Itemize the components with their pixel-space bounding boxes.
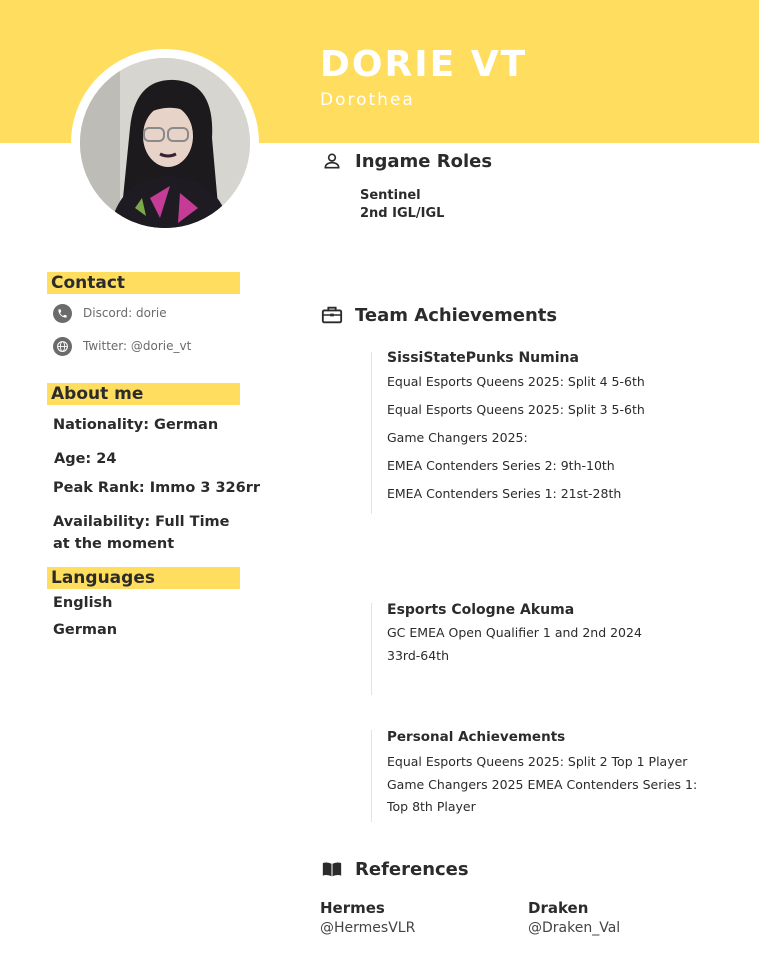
roles-heading [320, 149, 492, 173]
contact-discord [53, 303, 167, 323]
about-availability: Availability: Full Time [53, 514, 230, 530]
timeline-divider [371, 603, 372, 695]
achievements-title: Team Achievements [355, 304, 558, 326]
achievement-item: 33rd-64th [387, 648, 449, 663]
reference-name: Draken [528, 899, 589, 917]
avatar-illustration [80, 58, 250, 228]
about-availability-cont: at the moment [53, 536, 175, 552]
references-heading [320, 857, 469, 881]
about-title: About me [51, 384, 144, 404]
avatar [80, 58, 250, 228]
role-item: Sentinel [360, 188, 421, 203]
contact-heading [47, 272, 240, 294]
languages-heading [47, 567, 240, 589]
personal-achievements-title: Personal Achievements [387, 729, 566, 745]
role-item: 2nd IGL/IGL [360, 206, 445, 221]
reference-handle[interactable]: @HermesVLR [320, 920, 416, 936]
profile-subname: Dorothea [320, 90, 415, 110]
achievement-item: Equal Esports Queens 2025: Split 3 5-6th [387, 402, 645, 417]
about-age: Age: 24 [54, 451, 117, 467]
achievement-item: Game Changers 2025: [387, 430, 528, 445]
reference-name: Hermes [320, 899, 385, 917]
achievement-item: Equal Esports Queens 2025: Split 2 Top 1 Player [387, 754, 688, 769]
roles-title: Ingame Roles [355, 150, 493, 172]
phone-icon [53, 304, 72, 323]
about-heading [47, 383, 240, 405]
achievement-item: EMEA Contenders Series 2: 9th-10th [387, 458, 615, 473]
reference-handle[interactable]: @Draken_Val [528, 920, 621, 936]
book-icon [320, 857, 344, 881]
languages-title: Languages [51, 568, 155, 588]
timeline-divider [371, 730, 372, 822]
achievement-item: Top 8th Player [387, 799, 476, 814]
contact-discord-text: Discord: dorie [83, 306, 167, 320]
team-name: SissiStatePunks Numina [387, 350, 579, 366]
achievement-item: GC EMEA Open Qualifier 1 and 2nd 2024 [387, 625, 642, 640]
profile-name: DORIE VT [320, 44, 528, 85]
achievement-item: Game Changers 2025 EMEA Contenders Series 1: [387, 777, 698, 792]
about-peak-rank: Peak Rank: Immo 3 326rr [53, 480, 261, 496]
achievements-heading [320, 303, 557, 327]
user-icon [320, 149, 344, 173]
language-item: English [53, 595, 113, 611]
team-name: Esports Cologne Akuma [387, 602, 575, 618]
timeline-divider [371, 352, 372, 514]
about-nationality: Nationality: German [53, 417, 219, 433]
briefcase-icon [320, 303, 344, 327]
globe-icon [53, 337, 72, 356]
achievement-item: Equal Esports Queens 2025: Split 4 5-6th [387, 374, 645, 389]
achievement-item: EMEA Contenders Series 1: 21st-28th [387, 486, 622, 501]
contact-title: Contact [51, 273, 126, 293]
contact-twitter[interactable] [53, 336, 191, 356]
language-item: German [53, 622, 118, 638]
contact-twitter-text: Twitter: @dorie_vt [83, 339, 192, 353]
references-title: References [355, 858, 469, 880]
